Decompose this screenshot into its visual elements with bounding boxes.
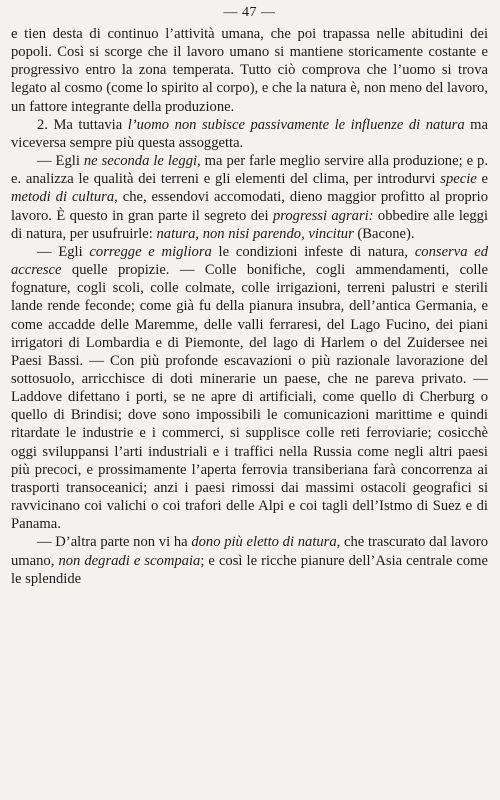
text-run: , che, essendovi accomodati, dieno maggior profitto al proprio lavoro. È questo in gran parte il segreto dei [11, 189, 489, 224]
italic-text: non degradi e scompaia [58, 552, 201, 569]
italic-text: specie [440, 171, 477, 188]
italic-text: natura, non nisi parendo, vincitur [156, 225, 354, 242]
italic-text: corregge e migliora [89, 243, 212, 260]
paragraph [11, 243, 488, 534]
page-number: — 47 — [223, 5, 276, 20]
text-run: le condizioni infeste di natura, [211, 243, 415, 260]
text-run: , che trascurato dal lavoro umano, [11, 534, 488, 569]
italic-text: conserva ed accresce [11, 243, 489, 279]
text-run: , ma per farle meglio servire alla produzione; e p. e. analizza le qualità dei terreni e gli elementi del clima, per introdurvi [11, 153, 488, 188]
italic-text: ne seconda le leggi [83, 153, 198, 170]
text-run: quelle propizie. — Colle bonifiche, cogli ammendamenti, colle fognature, cogli scoli, colle colmate, colle irrigazioni, terreni palustri e sterili lande rende feconde; come già fu della pianura insubra, dell’antica Germania, e come accadde delle Maremme, delle valli ferraresi, del Lago Fucino, dei piani irrigatori di Lombardia e di Piemonte, del lago di Harlem o del Zuidersee nei Paesi Bassi. — Con più profonde escavazioni o più razionale lavorazione del sottosuolo, arricchisce di doti minerarie un paese, che ne pareva privato. — Laddove difettano i porti, se ne apre di artificiali, come quello di Cherburg o quello di Brindisi; dove sono impossibili le comunicazioni marittime e quindi ritardate le industrie e i commerci, si supplisce colle reti ferroviarie; cosicchè oggi sviluppansi l’arti industriali e i traffici nella Russia come negli altri paesi più precoci, e prossimamente l’aperta ferrovia transiberiana farà concorrenza ai trasporti transoceanici; anzi i paesi rimossi dai massimi ostacoli geografici si ravvicinano coi valichi o coi trafori delle Alpi e coi tagli dell’Istmo di Suez e di Panama. [11, 262, 488, 533]
text-run: (Bacone). [353, 225, 415, 242]
text-run: 2. Ma tuttavia [37, 116, 128, 133]
text-run: e tien desta di continuo l’attività umana, che poi trapassa nelle abitudini dei popoli. Così si scorge che il lavoro umano si mantiene storicamente costante e progressivo entro la zona temperata. Tutto ciò comprova che l’uomo si trova legato al cosmo (come lo spirito al corpo), e che la natura è, non meno del lavoro, un fattore integrante della produzione. [11, 26, 488, 115]
paragraph [11, 116, 488, 152]
text-run: ma viceversa sempre più questa assoggetta. [11, 116, 488, 151]
text-run: obbedire alle leggi di natura, per usufruirle: [11, 207, 489, 242]
paragraph [11, 533, 488, 587]
italic-text: l’uomo non subisce passivamente le influenze di natura [127, 116, 465, 133]
italic-text: metodi di cultura [11, 189, 115, 206]
text-run: e [476, 171, 488, 188]
text-run: — Egli [37, 153, 84, 170]
text-run: ; e così le ricche pianure dell’Asia centrale come le splendide [11, 552, 488, 587]
paragraph [11, 152, 488, 243]
text-run: — D’altra parte non vi ha [37, 534, 192, 551]
italic-text: dono più eletto di natura [191, 534, 337, 551]
page-text [11, 25, 488, 588]
text-run: — Egli [37, 243, 90, 260]
italic-text: progressi agrari: [272, 207, 374, 224]
paragraph [11, 25, 488, 116]
